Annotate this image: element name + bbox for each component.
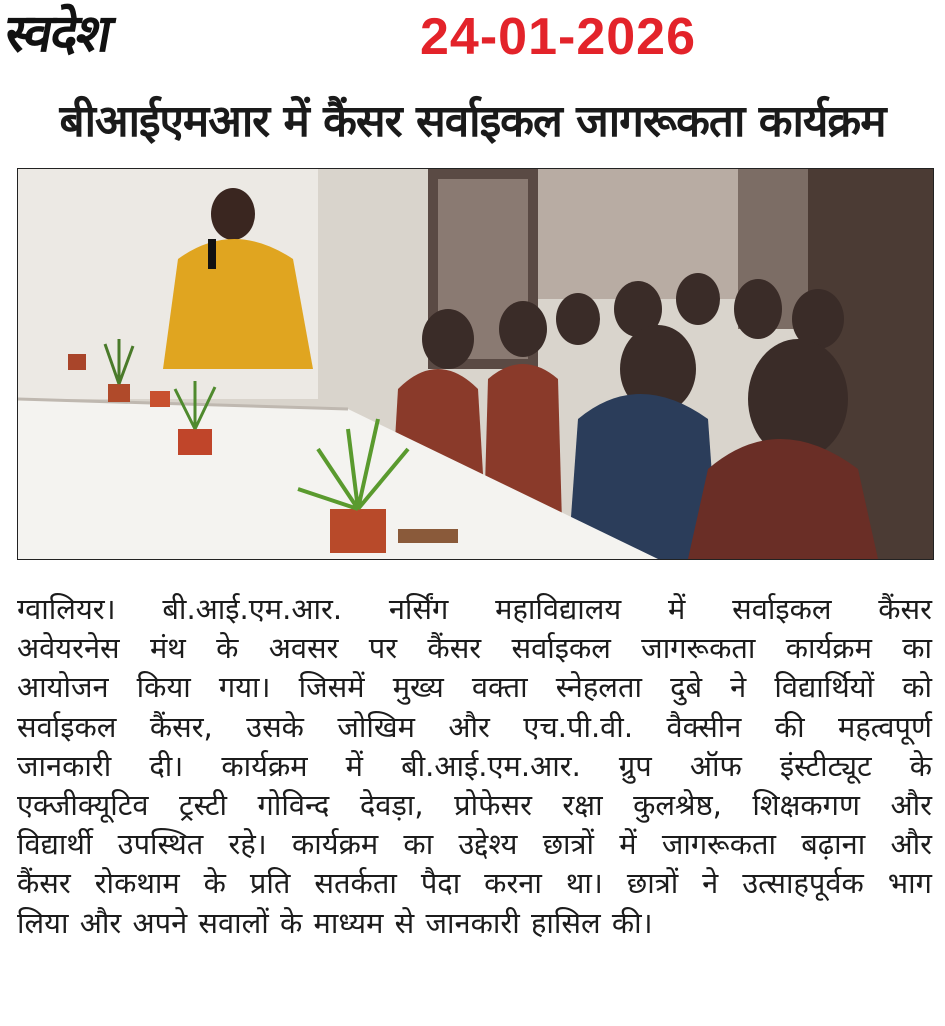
article-line: ग्वालियर। बी.आई.एम.आर. नर्सिंग महाविद्यालय में सर्वाइकल कैंसर	[17, 592, 932, 626]
article-body	[17, 590, 932, 943]
article-line: कैंसर रोकथाम के प्रति सतर्कता पैदा करना था। छात्रों ने उत्साहपूर्वक भाग	[17, 866, 932, 901]
newspaper-masthead: स्वदेश	[0, 4, 116, 64]
article-line: लिया और अपने सवालों के माध्यम से जानकारी हासिल की।	[17, 905, 653, 940]
article-headline: बीआईएमआर में कैंसर सर्वाइकल जागरूकता कार्यक्रम	[59, 96, 886, 147]
publication-date: 24-01-2026	[420, 8, 696, 66]
event-photo	[17, 168, 934, 560]
article-line: सर्वाइकल कैंसर, उसके जोखिम और एच.पी.वी. वैक्सीन की महत्वपूर्ण	[17, 709, 932, 744]
article-line: विद्यार्थी उपस्थित रहे। कार्यक्रम का उद्देश्य छात्रों में जागरूकता बढ़ाना और	[17, 827, 932, 862]
article-line: एक्जीक्यूटिव ट्रस्टी गोविन्द देवड़ा, प्रोफेसर रक्षा कुलश्रेष्ठ, शिक्षकगण और	[17, 788, 932, 823]
article-line: जानकारी दी। कार्यक्रम में बी.आई.एम.आर. ग्रुप ऑफ इंस्टीट्यूट के	[17, 748, 932, 783]
article-line: अवेयरनेस मंथ के अवसर पर कैंसर सर्वाइकल जागरूकता कार्यक्रम का	[17, 631, 932, 666]
article-line: आयोजन किया गया। जिसमें मुख्य वक्ता स्नेहलता दुबे ने विद्यार्थियों को	[17, 670, 932, 705]
